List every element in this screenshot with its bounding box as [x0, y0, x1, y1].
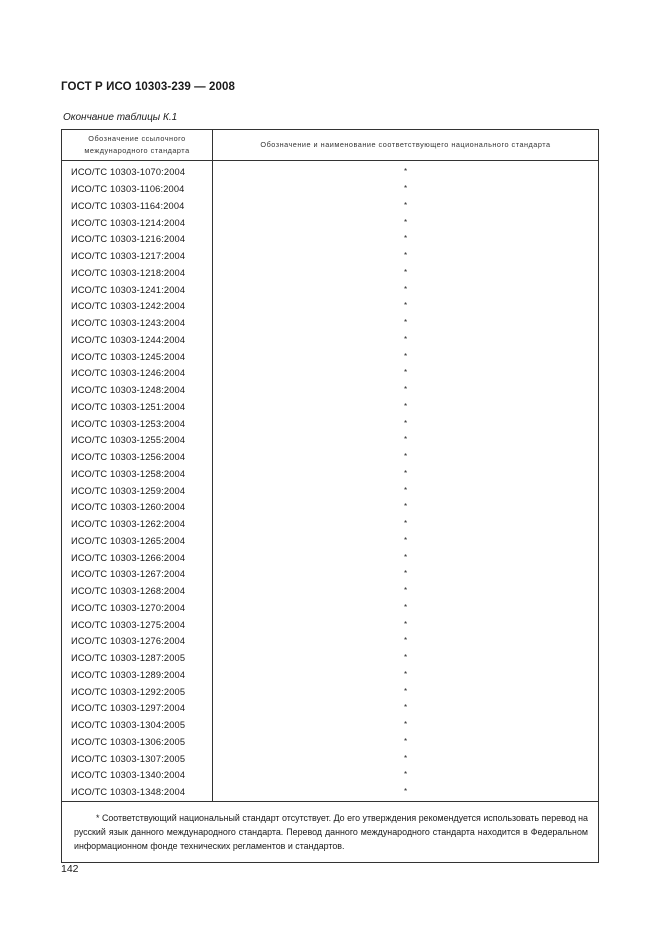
reference-standard-cell: ИСО/ТС 10303-1340:2004: [62, 767, 213, 784]
national-standard-cell: *: [213, 700, 599, 717]
footnote-cell: [62, 801, 599, 863]
table-row: [62, 767, 599, 784]
national-standard-cell: *: [213, 667, 599, 684]
national-standard-cell: *: [213, 248, 599, 265]
reference-standard-cell: ИСО/ТС 10303-1289:2004: [62, 667, 213, 684]
table-body: [62, 161, 599, 802]
page-number: 142: [61, 863, 79, 875]
national-standard-cell: *: [213, 583, 599, 600]
national-standard-cell: *: [213, 214, 599, 231]
table-row: [62, 449, 599, 466]
table-row: [62, 650, 599, 667]
national-standard-cell: *: [213, 231, 599, 248]
reference-standard-cell: ИСО/ТС 10303-1297:2004: [62, 700, 213, 717]
table-row: [62, 415, 599, 432]
national-standard-cell: *: [213, 600, 599, 617]
reference-standard-cell: ИСО/ТС 10303-1256:2004: [62, 449, 213, 466]
column-header-reference: Обозначение ссылочного международного стандарта: [62, 130, 213, 161]
national-standard-cell: *: [213, 683, 599, 700]
national-standard-cell: *: [213, 298, 599, 315]
reference-standard-cell: ИСО/ТС 10303-1262:2004: [62, 516, 213, 533]
table-row: [62, 549, 599, 566]
national-standard-cell: *: [213, 734, 599, 751]
reference-standard-cell: ИСО/ТС 10303-1070:2004: [62, 164, 213, 181]
national-standard-cell: *: [213, 399, 599, 416]
column-header-national: Обозначение и наименование соответствующего национального стандарта: [213, 130, 599, 161]
reference-standard-cell: ИСО/ТС 10303-1164:2004: [62, 198, 213, 215]
table-row: [62, 566, 599, 583]
reference-standard-cell: ИСО/ТС 10303-1259:2004: [62, 482, 213, 499]
table-row: [62, 516, 599, 533]
reference-standard-cell: ИСО/ТС 10303-1245:2004: [62, 348, 213, 365]
national-standard-cell: *: [213, 315, 599, 332]
national-standard-cell: *: [213, 482, 599, 499]
reference-standard-cell: ИСО/ТС 10303-1248:2004: [62, 382, 213, 399]
national-standard-cell: *: [213, 650, 599, 667]
table-row: [62, 298, 599, 315]
national-standard-cell: *: [213, 566, 599, 583]
national-standard-cell: *: [213, 466, 599, 483]
table-row: [62, 616, 599, 633]
reference-standard-cell: ИСО/ТС 10303-1265:2004: [62, 533, 213, 550]
national-standard-cell: *: [213, 750, 599, 767]
table-row: [62, 533, 599, 550]
reference-standard-cell: ИСО/ТС 10303-1306:2005: [62, 734, 213, 751]
reference-standard-cell: ИСО/ТС 10303-1292:2005: [62, 683, 213, 700]
reference-standard-cell: ИСО/ТС 10303-1218:2004: [62, 265, 213, 282]
table-row: [62, 365, 599, 382]
reference-standard-cell: ИСО/ТС 10303-1304:2005: [62, 717, 213, 734]
table-row: [62, 633, 599, 650]
reference-standard-cell: ИСО/ТС 10303-1255:2004: [62, 432, 213, 449]
reference-standard-cell: ИСО/ТС 10303-1244:2004: [62, 332, 213, 349]
reference-standard-cell: ИСО/ТС 10303-1217:2004: [62, 248, 213, 265]
table-row: [62, 482, 599, 499]
table-row: [62, 466, 599, 483]
reference-standard-cell: ИСО/ТС 10303-1242:2004: [62, 298, 213, 315]
reference-standard-cell: ИСО/ТС 10303-1275:2004: [62, 616, 213, 633]
standards-table: [61, 129, 599, 863]
reference-standard-cell: ИСО/ТС 10303-1348:2004: [62, 784, 213, 801]
reference-standard-cell: ИСО/ТС 10303-1246:2004: [62, 365, 213, 382]
reference-standard-cell: ИСО/ТС 10303-1276:2004: [62, 633, 213, 650]
table-row: [62, 700, 599, 717]
national-standard-cell: *: [213, 633, 599, 650]
national-standard-cell: *: [213, 549, 599, 566]
table-row: [62, 499, 599, 516]
national-standard-cell: *: [213, 533, 599, 550]
reference-standard-cell: ИСО/ТС 10303-1243:2004: [62, 315, 213, 332]
national-standard-cell: *: [213, 198, 599, 215]
table-row: [62, 214, 599, 231]
table-row: [62, 600, 599, 617]
national-standard-cell: *: [213, 365, 599, 382]
national-standard-cell: *: [213, 332, 599, 349]
national-standard-cell: *: [213, 265, 599, 282]
reference-standard-cell: ИСО/ТС 10303-1216:2004: [62, 231, 213, 248]
reference-standard-cell: ИСО/ТС 10303-1267:2004: [62, 566, 213, 583]
table-row: [62, 164, 599, 181]
table-row: [62, 583, 599, 600]
table-row: [62, 281, 599, 298]
national-standard-cell: *: [213, 415, 599, 432]
national-standard-cell: *: [213, 784, 599, 801]
reference-standard-cell: ИСО/ТС 10303-1268:2004: [62, 583, 213, 600]
table-row: [62, 382, 599, 399]
table-row: [62, 181, 599, 198]
national-standard-cell: *: [213, 164, 599, 181]
document-title: ГОСТ Р ИСО 10303-239 — 2008: [61, 81, 236, 93]
reference-standard-cell: ИСО/ТС 10303-1253:2004: [62, 415, 213, 432]
reference-standard-cell: ИСО/ТС 10303-1266:2004: [62, 549, 213, 566]
national-standard-cell: *: [213, 717, 599, 734]
reference-standard-cell: ИСО/ТС 10303-1307:2005: [62, 750, 213, 767]
table-header-row: [62, 130, 599, 161]
table-row: [62, 432, 599, 449]
table-row: [62, 667, 599, 684]
footnote-row: [62, 801, 599, 863]
table-row: [62, 265, 599, 282]
reference-standard-cell: ИСО/ТС 10303-1260:2004: [62, 499, 213, 516]
reference-standard-cell: ИСО/ТС 10303-1258:2004: [62, 466, 213, 483]
national-standard-cell: *: [213, 516, 599, 533]
reference-standard-cell: ИСО/ТС 10303-1241:2004: [62, 281, 213, 298]
table-row: [62, 231, 599, 248]
table-row: [62, 784, 599, 801]
reference-standard-cell: ИСО/ТС 10303-1214:2004: [62, 214, 213, 231]
table-row: [62, 717, 599, 734]
table-row: [62, 315, 599, 332]
national-standard-cell: *: [213, 432, 599, 449]
national-standard-cell: *: [213, 382, 599, 399]
footnote-text: * Соответствующий национальный стандарт отсутствует. До его утверждения рекомендуется использовать перевод на русский язык данного международного стандарта. Перевод данного международного стандарта находится в Федеральном информационном фонде технических регламентов и стандартов.: [74, 812, 588, 851]
table-row: [62, 348, 599, 365]
table-caption: Окончание таблицы К.1: [63, 112, 178, 123]
national-standard-cell: *: [213, 499, 599, 516]
reference-standard-cell: ИСО/ТС 10303-1251:2004: [62, 399, 213, 416]
table-row: [62, 399, 599, 416]
table-row: [62, 248, 599, 265]
national-standard-cell: *: [213, 449, 599, 466]
table-row: [62, 734, 599, 751]
national-standard-cell: *: [213, 348, 599, 365]
table-row: [62, 750, 599, 767]
table-row: [62, 332, 599, 349]
national-standard-cell: *: [213, 281, 599, 298]
table-row: [62, 683, 599, 700]
reference-standard-cell: ИСО/ТС 10303-1106:2004: [62, 181, 213, 198]
national-standard-cell: *: [213, 616, 599, 633]
national-standard-cell: *: [213, 767, 599, 784]
national-standard-cell: *: [213, 181, 599, 198]
reference-standard-cell: ИСО/ТС 10303-1287:2005: [62, 650, 213, 667]
reference-standard-cell: ИСО/ТС 10303-1270:2004: [62, 600, 213, 617]
table-row: [62, 198, 599, 215]
